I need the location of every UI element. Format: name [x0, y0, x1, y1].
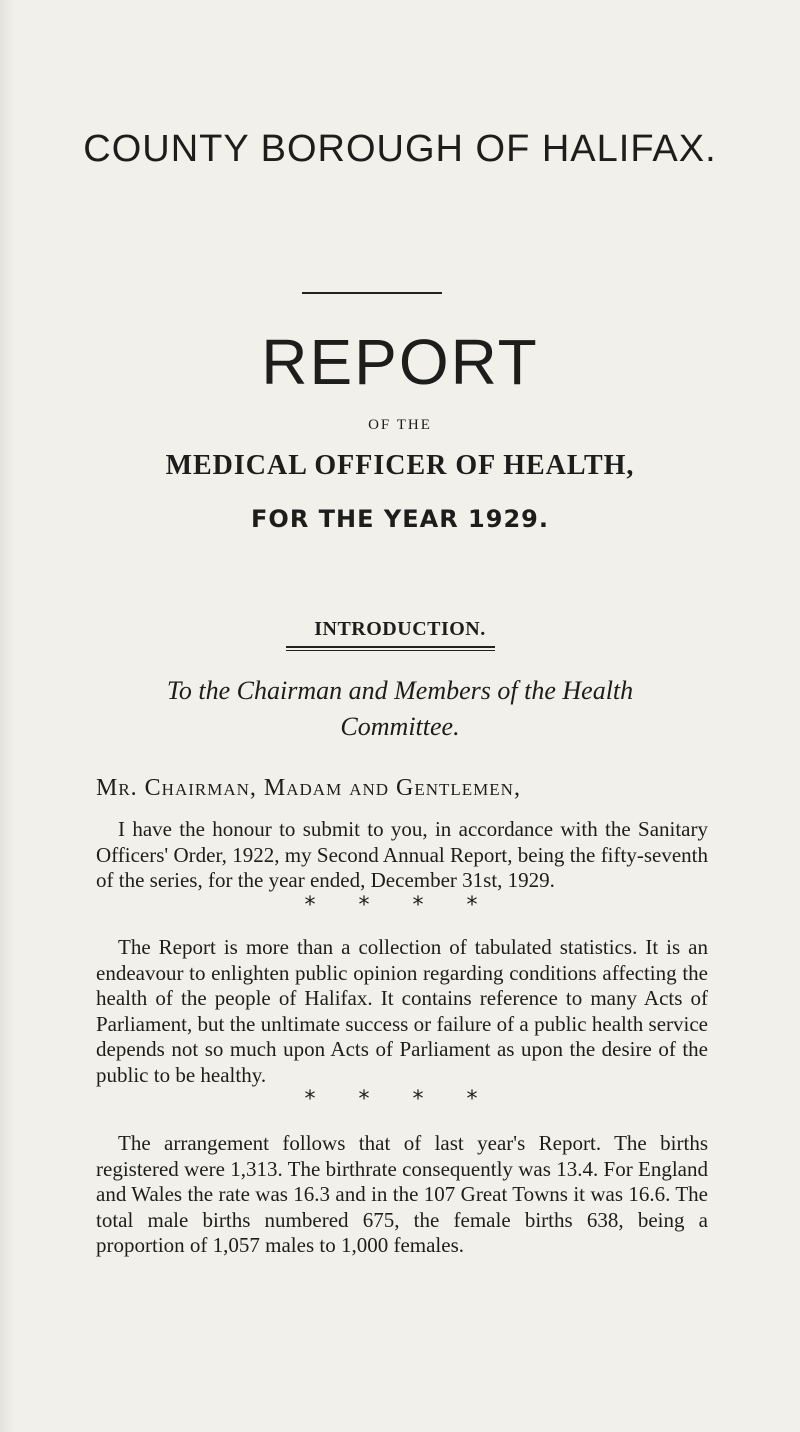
address-line: Committee.	[340, 712, 460, 741]
title-divider	[302, 292, 442, 294]
paragraph-births: The arrangement follows that of last year's Report. The births registered were 1,313. The birthrate consequently was 13.4. For England and Wales the rate was 16.3 and in the 107 Great Towns it was 16.6. The total male births numbered 675, the female births 638, being a proportion of 1,057 males to 1,000 females.	[96, 1131, 708, 1257]
medical-officer-heading: MEDICAL OFFICER OF HEALTH,	[165, 450, 635, 481]
salutation: Mr. Chairman, Madam and Gentlemen,	[96, 775, 521, 801]
report-year-heading: FOR THE YEAR 1929.	[251, 505, 549, 533]
borough-heading: COUNTY BOROUGH OF HALIFAX.	[83, 128, 717, 170]
of-the-label: OF THE	[368, 417, 432, 433]
paragraph-submission: I have the honour to submit to you, in accordance with the Sanitary Officers' Order, 1922, my Second Annual Report, being the fifty-seventh of the series, for the year ended, December 31st, 1929.	[96, 817, 708, 892]
paragraph-report-purpose: The Report is more than a collection of tabulated statistics. It is an endeavour to enlighten public opinion regarding conditions affecting the health of the people of Halifax. It contains reference to many Acts of Parliament, but the unltimate success or failure of a public health service depends not so much upon Acts of Parliament as upon the desire of the public to be healthy.	[96, 935, 708, 1087]
report-title: REPORT	[261, 326, 539, 398]
address-line: To the Chairman and Members of the Health	[166, 676, 634, 705]
section-separator: * * * *	[304, 1087, 496, 1112]
introduction-underline	[286, 646, 495, 651]
introduction-heading: INTRODUCTION.	[314, 618, 486, 640]
section-separator: * * * *	[304, 893, 496, 918]
